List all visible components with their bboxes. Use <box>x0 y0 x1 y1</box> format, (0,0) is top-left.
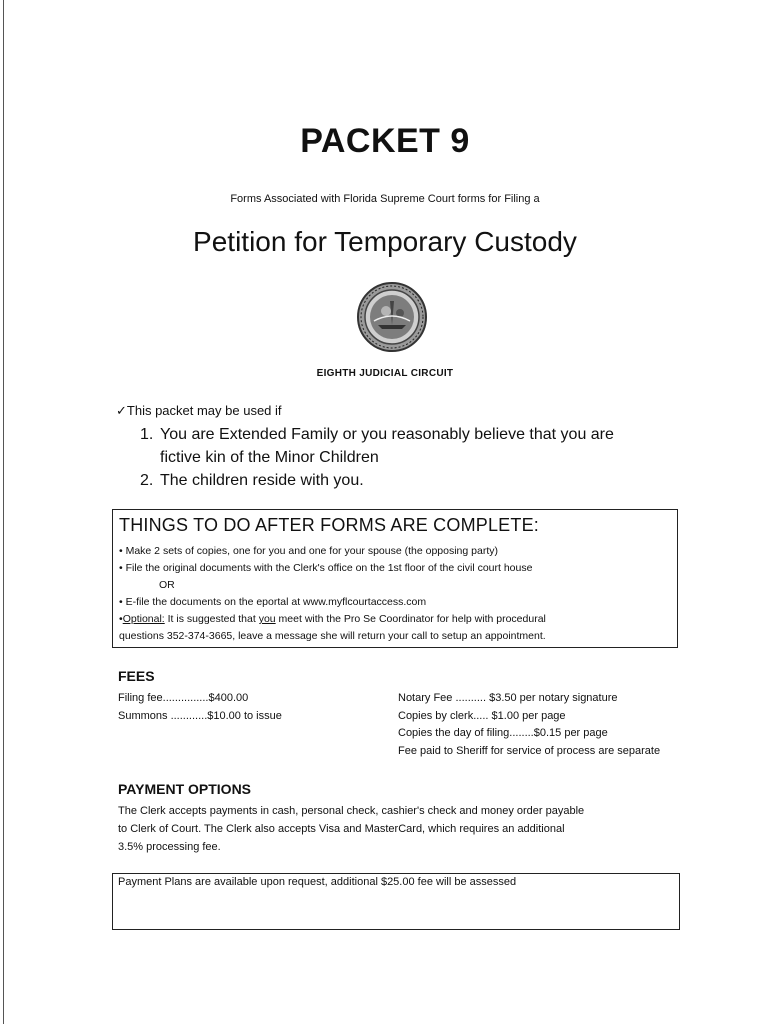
list-text-continued: fictive kin of the Minor Children <box>160 449 379 466</box>
fees-title: FEES <box>118 668 155 684</box>
todo-or: OR <box>159 579 175 591</box>
usage-intro: ✓This packet may be used if <box>116 403 282 418</box>
conditions-list <box>140 423 614 492</box>
payment-plan-note: Payment Plans are available upon request, additional $25.00 fee will be assessed <box>118 876 517 888</box>
fees-right-column <box>398 690 660 760</box>
optional-label: Optional: <box>122 613 165 625</box>
payment-line: to Clerk of Court. The Clerk also accepts Visa and MasterCard, which requires an additional <box>118 823 565 835</box>
todo-item: • E-file the documents on the eportal at www.myflcourtaccess.com <box>119 596 427 608</box>
list-text: The children reside with you. <box>160 472 364 489</box>
todo-title: THINGS TO DO AFTER FORMS ARE COMPLETE: <box>119 515 539 535</box>
payment-line: 3.5% processing fee. <box>118 841 221 853</box>
payment-text <box>118 802 678 856</box>
todo-item: • File the original documents with the Clerk's office on the 1st floor of the civil court house <box>119 562 533 574</box>
court-seal-icon <box>356 281 428 353</box>
fee-line: Notary Fee .......... $3.50 per notary signature <box>398 692 618 704</box>
fee-line: Fee paid to Sheriff for service of process are separate <box>398 744 661 757</box>
fee-line: Copies the day of filing........$0.15 per page <box>398 727 608 739</box>
payment-title: PAYMENT OPTIONS <box>118 781 252 797</box>
todo-item: • Make 2 sets of copies, one for you and one for your spouse (the opposing party) <box>119 545 498 557</box>
fee-line: Summons ............$10.00 to issue <box>118 709 282 722</box>
payment-line: The Clerk accepts payments in cash, personal check, cashier's check and money order payable <box>118 805 585 817</box>
list-text: You are Extended Family or you reasonably believe that you are <box>160 426 614 443</box>
fee-line: Copies by clerk..... $1.00 per page <box>398 709 566 722</box>
payment-plan-box <box>112 873 680 930</box>
emphasis-you: you <box>258 613 276 625</box>
todo-box <box>112 509 678 648</box>
list-item <box>140 423 614 469</box>
list-item <box>140 469 614 492</box>
todo-optional-continued: questions 352-374-3665, leave a message she will return your call to setup an appointment. <box>119 630 546 642</box>
petition-heading: Petition for Temporary Custody <box>193 226 577 257</box>
todo-optional: •Optional: It is suggested that you meet with the Pro Se Coordinator for help with procedural <box>119 613 546 625</box>
list-number: 1. <box>140 426 154 443</box>
fees-left-column <box>118 690 282 725</box>
list-number: 2. <box>140 472 154 489</box>
judicial-circuit-label: EIGHTH JUDICIAL CIRCUIT <box>316 368 454 379</box>
fee-line: Filing fee...............$400.00 <box>118 692 249 704</box>
packet-subtitle: Forms Associated with Florida Supreme Court forms for Filing a <box>230 193 540 205</box>
packet-title: PACKET 9 <box>300 122 470 160</box>
